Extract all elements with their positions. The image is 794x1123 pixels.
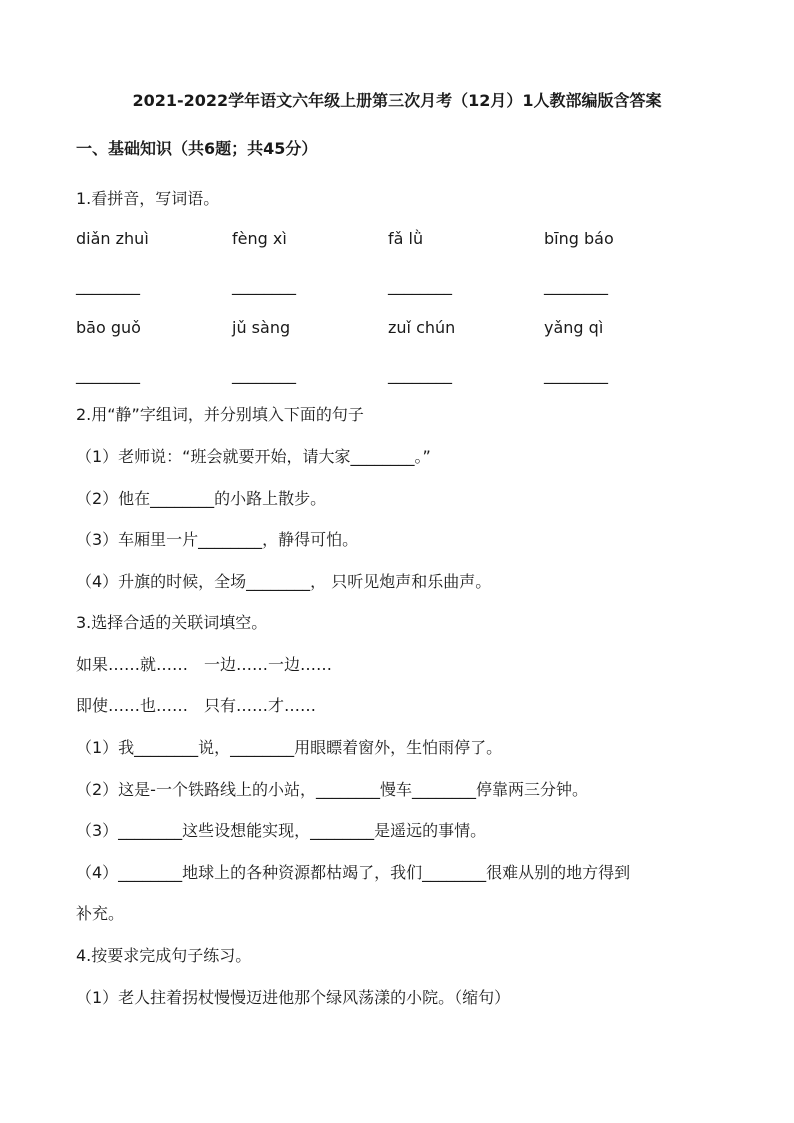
question-3-options-2: 即使……也…… 只有……才…… — [76, 696, 317, 715]
pinyin-item: bāo guǒ — [76, 318, 141, 337]
answer-blank[interactable]: ________ — [232, 276, 296, 295]
pinyin-item: zuǐ chún — [388, 318, 456, 337]
question-2-prompt: 2.用“静”字组词，并分别填入下面的句子 — [76, 405, 364, 424]
pinyin-item: diǎn zhuì — [76, 229, 149, 248]
section-heading: 一、基础知识（共6题；共45分） — [76, 139, 318, 158]
question-1-prompt: 1.看拼音，写词语。 — [76, 189, 220, 208]
answer-blank-row-2 — [76, 365, 716, 387]
pinyin-item: yǎng qì — [544, 318, 604, 337]
question-2-item-3: （3）车厢里一片________，静得可怕。 — [76, 530, 359, 549]
answer-blank[interactable]: ________ — [232, 365, 296, 384]
question-2-item-2: （2）他在________的小路上散步。 — [76, 489, 327, 508]
question-3-item-3: （3）________这些设想能实现，________是遥远的事情。 — [76, 821, 487, 840]
question-2-item-4: （4）升旗的时候，全场________， 只听见炮声和乐曲声。 — [76, 572, 492, 591]
answer-blank[interactable]: ________ — [76, 276, 140, 295]
answer-blank-row-1 — [76, 276, 716, 298]
answer-blank[interactable]: ________ — [544, 276, 608, 295]
pinyin-item: jǔ sàng — [232, 318, 291, 337]
answer-blank[interactable]: ________ — [388, 276, 452, 295]
pinyin-row-1 — [76, 229, 716, 251]
pinyin-item: fǎ lǜ — [388, 229, 424, 248]
document-title: 2021-2022学年语文六年级上册第三次月考（12月）1人教部编版含答案 — [132, 91, 662, 110]
question-3-item-4: （4）________地球上的各种资源都枯竭了，我们________很难从别的地方得到 — [76, 863, 631, 882]
pinyin-item: bīng báo — [544, 229, 614, 248]
question-4-prompt: 4.按要求完成句子练习。 — [76, 946, 252, 965]
answer-blank[interactable]: ________ — [544, 365, 608, 384]
answer-blank[interactable]: ________ — [76, 365, 140, 384]
answer-blank[interactable]: ________ — [388, 365, 452, 384]
question-3-item-4-continued: 补充。 — [76, 904, 125, 923]
question-4-item-1: （1）老人拄着拐杖慢慢迈进他那个绿风荡漾的小院。（缩句） — [76, 988, 511, 1007]
pinyin-item: fèng xì — [232, 229, 287, 248]
question-3-item-1: （1）我________说，________用眼瞟着窗外，生怕雨停了。 — [76, 738, 503, 757]
question-3-options-1: 如果……就…… 一边……一边…… — [76, 655, 333, 674]
question-2-item-1: （1）老师说：“班会就要开始，请大家________。” — [76, 447, 431, 466]
question-3-prompt: 3.选择合适的关联词填空。 — [76, 613, 268, 632]
pinyin-row-2 — [76, 318, 716, 340]
question-3-item-2: （2）这是-一个铁路线上的小站，________慢车________停靠两三分钟。 — [76, 780, 588, 799]
